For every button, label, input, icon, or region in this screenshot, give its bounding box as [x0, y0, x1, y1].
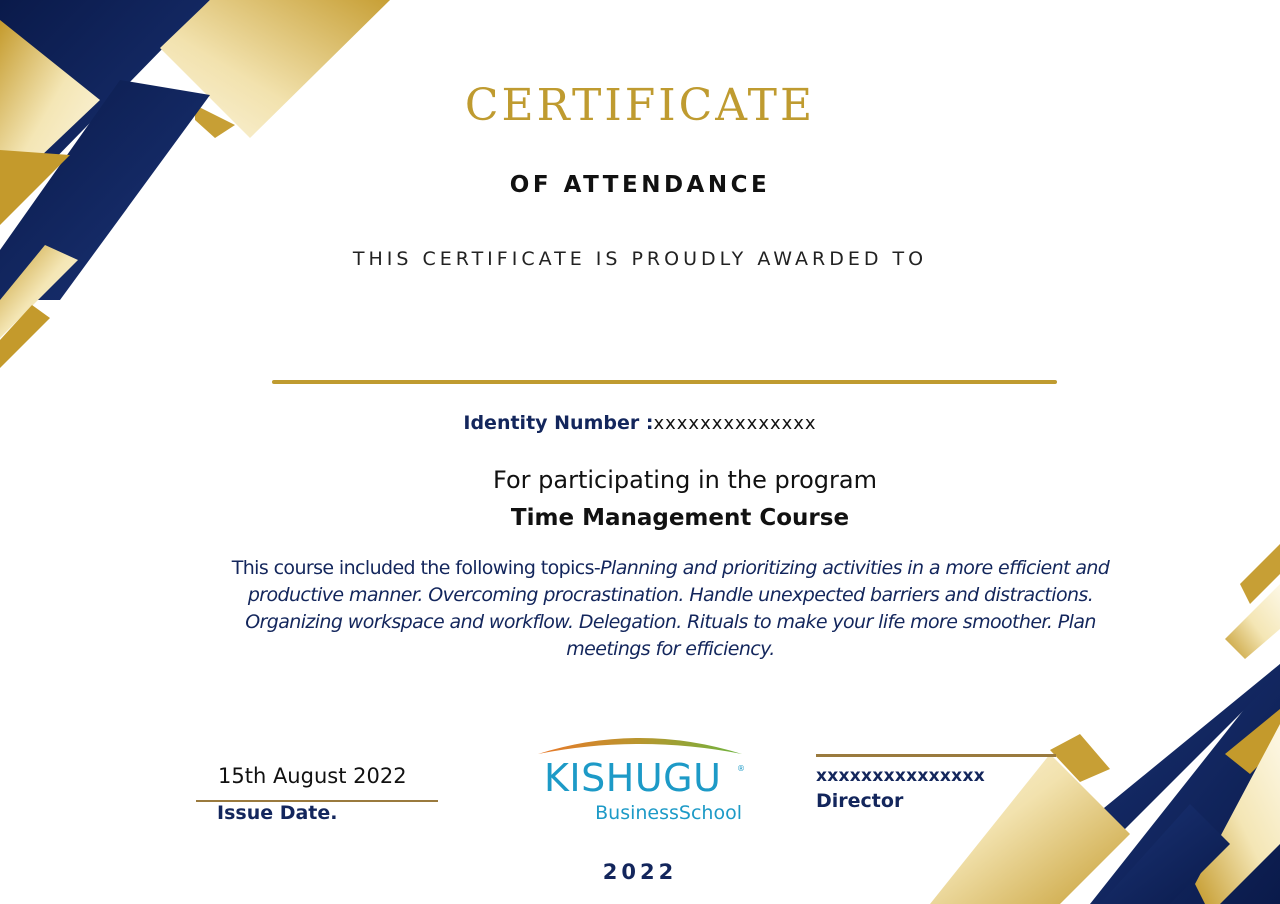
director-name: xxxxxxxxxxxxxxx — [816, 766, 985, 786]
issue-date-label: Issue Date. — [217, 802, 338, 824]
identity-number-row — [0, 412, 1280, 434]
director-title: Director — [816, 790, 904, 812]
course-description-topics: Planning and prioritizing activities in a more efficient and productive manner. Overcoming procrastination. Handle unexpected barriers and distractions. Organizing workspace and workflow. Delegation. Rituals to make your life more smoother. Plan meetings for efficiency. — [245, 557, 1110, 660]
director-signature-line — [816, 754, 1056, 757]
logo-subtitle: BusinessSchool — [595, 802, 742, 824]
logo-name: KISHUGU — [544, 756, 722, 800]
certificate-year: 2022 — [602, 860, 678, 884]
certificate-subtitle: OF ATTENDANCE — [509, 172, 771, 198]
course-description-intro: This course included the following topics- — [231, 557, 601, 579]
logo-registered-mark: ® — [737, 764, 745, 773]
identity-number-value: xxxxxxxxxxxxxx — [653, 413, 817, 434]
recipient-name-line — [272, 380, 1057, 384]
identity-number-label: Identity Number : — [463, 412, 654, 434]
certificate-title: CERTIFICATE — [464, 80, 816, 131]
awarded-text: THIS CERTIFICATE IS PROUDLY AWARDED TO — [352, 248, 928, 270]
school-logo — [534, 728, 748, 828]
participating-text: For participating in the program — [493, 466, 877, 494]
issue-date-value: 15th August 2022 — [218, 764, 407, 788]
course-name: Time Management Course — [510, 505, 850, 531]
course-description — [218, 555, 1123, 663]
